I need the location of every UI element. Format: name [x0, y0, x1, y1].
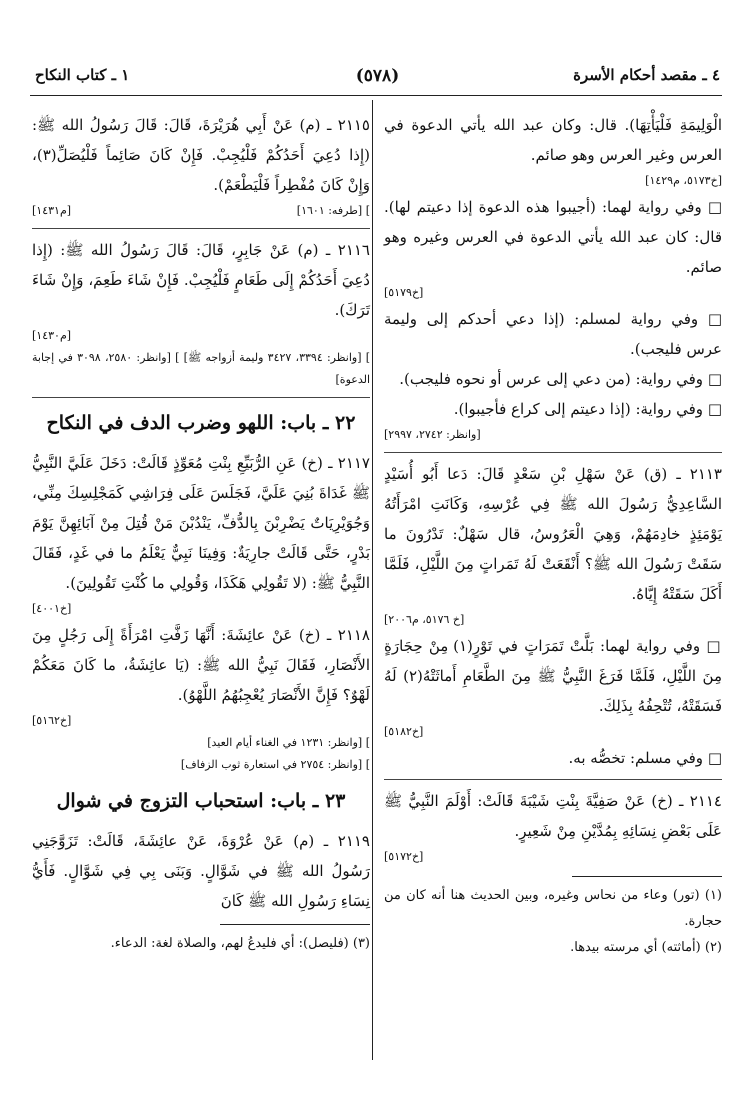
footnote-rule — [220, 924, 370, 925]
header-section-title: ٤ ـ مقصد أحكام الأسرة — [573, 66, 720, 84]
hadith-reference: [وانظر: ٢٧٤٢، ٢٩٩٧] — [384, 428, 481, 441]
hadith-reference: [خ٥١٧٣، م١٤٢٩] — [645, 174, 722, 187]
hadith-reference: [خ٥١٦٢] — [32, 714, 72, 727]
page-number: (٥٧٨) — [355, 66, 400, 86]
cross-reference: ] [وانظر: ١٢٣١ في الغناء أيام العيد] — [207, 736, 370, 749]
hadith-reference: [خ٥١٧٢] — [384, 850, 424, 863]
hadith-2119: ٢١١٩ ـ (م) عَنْ عُرْوَةَ، عَنْ عائِشَةَ، قَالَتْ: تَزَوَّجَنِي رَسُولُ الله ﷺ في شَوَّالٍ. وَبَنَى بِي فِي شَوَّالٍ. فَأَيُّ نِسَاءِ رَسُولِ الله ﷺ كَانَ — [32, 832, 370, 910]
hadith-2115: ٢١١٥ ـ (م) عَنْ أَبِي هُرَيْرَةَ، قَالَ: قَالَ رَسُولُ الله ﷺ: (إِذا دُعِيَ أَحَدُكُمْ فَلْيُجِبْ. فَإِنْ كَانَ صَائِماً فَلْيُصَلِّ(٣)، وَإِنْ كَانَ مُفْطِراً فَلْيَطْعَمْ). — [32, 116, 370, 194]
text-block: □ وفي رواية لهما: (أجيبوا هذه الدعوة إذا دعيتم لها). قال: كان عبد الله يأتي الدعوة في العرس وغيره وهو صائم. — [384, 198, 722, 276]
separator — [384, 779, 722, 780]
cross-reference: ] [طرفه: ١٦٠١] — [296, 204, 370, 217]
header-rule — [30, 95, 722, 96]
right-column — [384, 110, 722, 961]
hadith-reference: [خ ٥١٧٦، م٢٠٠٦] — [384, 613, 465, 626]
chapter-heading-22: ٢٢ ـ باب: اللهو وضرب الدف في النكاح — [46, 412, 356, 434]
text-block: الْوَلِيمَةِ فَلْيَأْتِهَا). قال: وكان عبد الله يأتي الدعوة في العرس وغير العرس وهو صائم. — [384, 116, 722, 164]
hadith-2118: ٢١١٨ ـ (خ) عَنْ عائِشَةَ: أَنَّهَا زَفَّتِ امْرَأَةً إِلَى رَجُلٍ مِنَ الأَنْصَارِ، فَقَالَ نَبِيُّ الله ﷺ: (يَا عائِشَةُ، ما كَانَ مَعَكُمْ لَهْوٌ؟ فَإِنَّ الأَنْصَارَ يُعْجِبُهُمُ اللَّهْوُ). — [32, 626, 370, 704]
text-block: □ وفي مسلم: تخصُّه به. — [568, 749, 722, 767]
hadith-2117: ٢١١٧ ـ (خ) عَنِ الرُّبَيِّعِ بِنْتِ مُعَوِّذٍ قَالَتْ: دَخَلَ عَلَيَّ النَّبِيُّ ﷺ غَدَاةَ بُنِيَ عَلَيَّ، فَجَلَسَ عَلَى فِرَاشِي كَمَجْلِسِكَ مِنِّي، وَجُوَيْرِيَاتٌ يَضْرِبْنَ بِالدُّفِّ، يَنْدُبْنَ مَنْ قُتِلَ مِنْ آبَائِهِنَّ يَوْمَ بَدْرٍ، حَتَّى قَالَتْ جارِيَةٌ: وَفِينَا نَبِيٌّ يَعْلَمُ ما في غَدٍ، فَقَالَ النَّبِيُّ ﷺ: (لا تَقُولِي هَكَذَا، وَقُولِي ما كُنْتِ تَقُولِينَ). — [32, 454, 370, 592]
header-book-title: ١ ـ كتاب النكاح — [35, 66, 130, 84]
footnote-3: (٣) (فليصل): أي فليدعُ لهم، والصلاة لغة: الدعاء. — [110, 936, 370, 951]
column-divider — [372, 100, 373, 1060]
text-block: □ وفي رواية لهما: بَلَّتْ تَمَرَاتٍ في تَوْرٍ(١) مِنْ حِجَارَةٍ مِنَ اللَّيْلِ، فَلَمَّا فَرَغَ النَّبِيُّ ﷺ مِنَ الطَّعَامِ أَماثَتْهُ(٢) لَهُ فَسَقَتْهُ، تُتْحِفُهُ بِذَلِكَ. — [384, 637, 722, 715]
text-block: □ وفي رواية لمسلم: (إذا دعي أحدكم إلى وليمة عرس فليجب). — [384, 310, 722, 358]
cross-reference: ] [وانظر: ٣٣٩٤، ٣٤٢٧ وليمة أزواجه ﷺ] ] [وانظر: ٢٥٨٠، ٣٠٩٨ في إجابة الدعوة] — [32, 351, 371, 386]
cross-reference: ] [وانظر: ٢٧٥٤ في استعارة ثوب الزفاف] — [180, 758, 370, 771]
chapter-heading-23: ٢٣ ـ باب: استحباب التزوج في شوال — [56, 790, 346, 812]
left-column — [32, 110, 370, 957]
hadith-2116: ٢١١٦ ـ (م) عَنْ جَابِرٍ، قَالَ: قَالَ رَسُولُ الله ﷺ: (إِذا دُعِيَ أَحَدُكُمْ إِلَى طَعَامٍ فَلْيُجِبْ. فَإِنْ شَاءَ طَعِمَ، وَإِنْ شَاءَ تَرَكَ). — [32, 241, 370, 319]
text-block: □ وفي رواية: (من دعي إلى عرس أو نحوه فليجب). — [399, 370, 722, 388]
separator — [32, 228, 370, 229]
hadith-reference: [خ٥١٧٩] — [384, 286, 424, 299]
hadith-2114: ٢١١٤ ـ (خ) عَنْ صَفِيَّةَ بِنْتِ شَيْبَةَ قَالَتْ: أَوْلَمَ النَّبِيُّ ﷺ عَلَى بَعْضِ نِسَائِهِ بِمُدَّيْنِ مِنْ شَعِيرٍ. — [384, 792, 722, 840]
hadith-reference: [م١٤٣٠] — [32, 329, 72, 342]
footnote-rule — [572, 876, 722, 877]
footnote-2: (٢) (أماثته) أي مرسته بيدها. — [570, 940, 722, 955]
separator — [32, 397, 370, 398]
hadith-reference: [خ٥١٨٢] — [384, 725, 424, 738]
hadith-2113: ٢١١٣ ـ (ق) عَنْ سَهْلِ بْنِ سَعْدٍ قَالَ: دَعا أَبُو أُسَيْدٍ السَّاعِدِيُّ رَسُولَ الله ﷺ فِي عُرْسِهِ، وَكَانَتِ امْرَأَتُهُ يَوْمَئِذٍ خادِمَهُمْ، وَهِيَ الْعَرُوسُ، قال سَهْلٌ: تَدْرُونَ ما سَقَتْ رَسُولَ الله ﷺ؟ أَنْقَعَتْ لَهُ تَمَراتٍ مِنَ اللَّيْلِ، فَلَمَّا أَكَلَ سَقَتْهُ إِيَّاهُ. — [384, 465, 722, 603]
footnote-1: (١) (تور) وعاء من نحاس وغيره، وبين الحديث هنا أنه كان من حجارة. — [384, 888, 722, 929]
reference-line — [32, 200, 370, 222]
separator — [384, 452, 722, 453]
text-block: □ وفي رواية: (إذا دعيتم إلى كراع فأجيبوا). — [453, 400, 722, 418]
hadith-reference: [م١٤٣١] — [32, 204, 72, 217]
running-header — [35, 62, 720, 94]
hadith-reference: [خ٤٠٠١] — [32, 602, 72, 615]
